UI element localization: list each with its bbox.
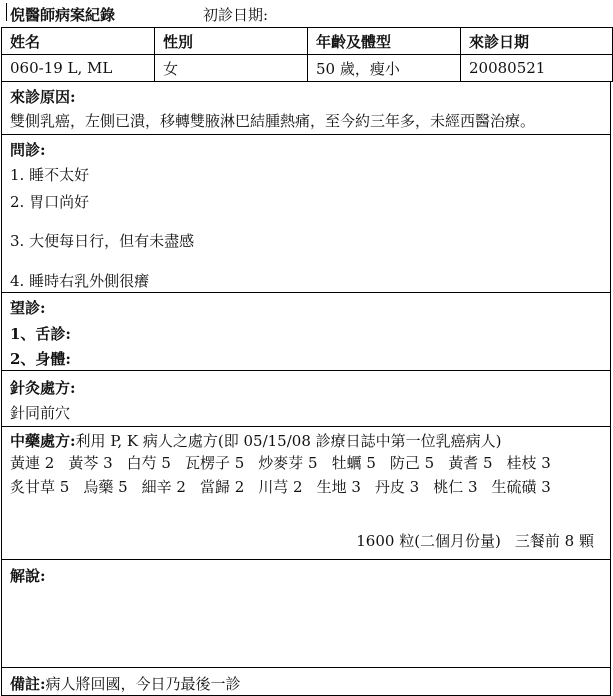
age-build-header: 年齡及體型 <box>308 28 461 55</box>
reason-section <box>1 82 611 135</box>
tongue-diagnosis-label: 1、舌診: <box>10 325 71 343</box>
patient-age-build-cell: 50 歲，瘦小 <box>308 55 461 82</box>
patient-sex-cell: 女 <box>155 55 308 82</box>
herb-item: 桂枝 3 <box>506 454 551 472</box>
sex-header: 性別 <box>155 28 308 55</box>
record-header <box>0 0 613 27</box>
remarks-section <box>1 668 611 696</box>
inquiry-section <box>1 135 611 293</box>
inquiry-label: 問診: <box>10 141 46 159</box>
herb-item: 黃芩 3 <box>68 454 113 472</box>
explanation-section <box>1 560 611 668</box>
herb-item: 炙甘草 5 <box>10 478 70 496</box>
explanation-label: 解說: <box>10 567 46 585</box>
herb-item: 黃耆 5 <box>448 454 493 472</box>
patient-info-value-row <box>2 55 613 82</box>
observation-label: 望診: <box>10 299 46 317</box>
inquiry-item: 3. 大便每日行，但有未盡感 <box>10 232 195 250</box>
herb-item: 川芎 2 <box>258 478 303 496</box>
remarks-line <box>10 673 241 694</box>
herb-item: 牡蠣 5 <box>331 454 376 472</box>
acupuncture-section <box>1 371 611 427</box>
herb-item: 當歸 2 <box>199 478 245 496</box>
herbal-heading <box>10 430 502 451</box>
visit-date-header: 來診日期 <box>461 28 613 55</box>
patient-name-cell: 060-19 L, ML <box>2 55 155 82</box>
acupuncture-text: 針同前穴 <box>10 404 71 422</box>
herbal-section <box>1 427 611 560</box>
remarks-label: 備註: <box>10 675 46 693</box>
patient-info-header-row <box>2 28 613 55</box>
herbal-note: 利用 P, K 病人之處方(即 05/15/08 診療日誌中第一位乳癌病人) <box>75 432 502 450</box>
name-header: 姓名 <box>2 28 155 55</box>
herb-item: 桃仁 3 <box>433 478 478 496</box>
text-cursor <box>6 3 7 21</box>
visit-date-cell: 20080521 <box>461 55 613 82</box>
herb-item: 細辛 2 <box>141 478 186 496</box>
remarks-text: 病人將回國，今日乃最後一診 <box>45 675 241 693</box>
dosage-instruction: 三餐前 8 顆 <box>514 532 594 550</box>
observation-section <box>1 293 611 371</box>
herb-list <box>10 451 606 499</box>
herb-item: 生硫磺 3 <box>491 478 551 496</box>
herb-item: 黃連 2 <box>10 454 55 472</box>
herbal-label: 中藥處方: <box>10 432 76 450</box>
reason-label: 來診原因: <box>10 88 76 106</box>
acupuncture-label: 針灸處方: <box>10 379 76 397</box>
herb-item: 瓦楞子 5 <box>184 454 245 472</box>
herb-item: 生地 3 <box>316 478 361 496</box>
herb-item: 炒麥芽 5 <box>258 454 318 472</box>
inquiry-item: 4. 睡時右乳外側很癢 <box>10 272 150 290</box>
reason-text: 雙側乳癌，左側已潰，移轉雙腋淋巴結腫熱痛，至今約三年多，未經西醫治療。 <box>10 112 536 130</box>
patient-info-table <box>1 27 613 82</box>
inquiry-item: 2. 胃口尚好 <box>10 193 90 211</box>
body-diagnosis-label: 2、身體: <box>10 350 71 368</box>
dosage-line <box>342 530 594 551</box>
first-visit-date-label: 初診日期: <box>203 6 269 24</box>
herb-item: 烏藥 5 <box>83 478 128 496</box>
record-title: 倪醫師病案紀錄 <box>10 6 116 24</box>
inquiry-item: 1. 睡不太好 <box>10 166 90 184</box>
herb-item: 丹皮 3 <box>374 478 420 496</box>
herb-item: 白芍 5 <box>126 454 171 472</box>
dosage-quantity: 1600 粒(二個月份量) <box>356 532 501 550</box>
herb-item: 防己 5 <box>389 454 435 472</box>
